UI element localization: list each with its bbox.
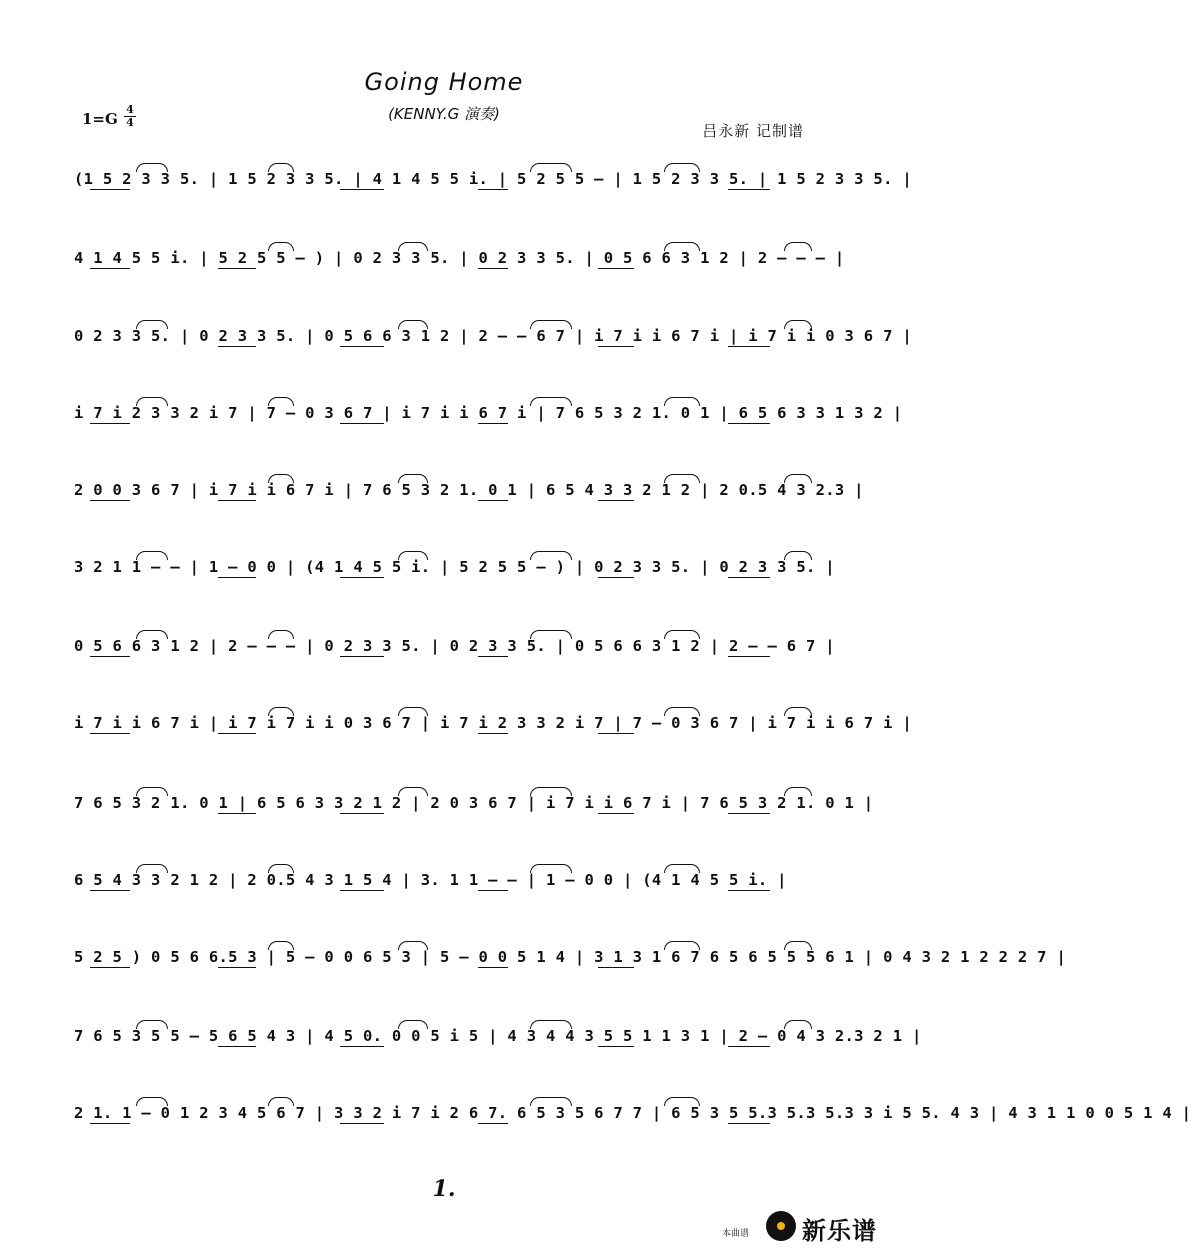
slur-arc <box>664 242 700 251</box>
beam-underline <box>218 500 256 501</box>
beam-underline <box>340 423 384 424</box>
beam-underline <box>728 1123 770 1124</box>
slur-arc <box>530 1097 572 1106</box>
beam-underline <box>598 967 634 968</box>
beam-underline <box>218 1046 256 1047</box>
slur-arc <box>664 941 700 950</box>
staff-row <box>0 238 888 278</box>
staff-row <box>0 159 912 199</box>
slur-arc <box>268 397 294 406</box>
slur-arc <box>136 864 168 873</box>
slur-arc <box>530 864 572 873</box>
slur-arc <box>398 474 428 483</box>
beam-underline <box>478 967 508 968</box>
beam-underline <box>90 890 130 891</box>
beam-underline <box>218 813 256 814</box>
beam-underline <box>728 1046 770 1047</box>
beam-underline <box>598 346 634 347</box>
beam-underline <box>478 423 508 424</box>
beam-underline <box>478 890 508 891</box>
beam-underline <box>340 189 384 190</box>
logo-caption: 本曲谱 <box>722 1229 750 1239</box>
staff-notation: 0 2 3 3 5. | 0 2 3 3 5. | 0 5 6 6 3 1 2 | 2 — — 6 7 | i 7 i i 6 7 i | i 7 i i 0 3 6 7 | <box>74 327 912 345</box>
slur-arc <box>136 320 168 329</box>
staff-notation: 2 0 0 3 6 7 | i 7 i i 6 7 i | 7 6 5 3 2 1. 0 1 | 6 5 4 3 3 2 1 2 | 2 0.5 4 3 2.3 | <box>74 481 864 499</box>
beam-underline <box>340 656 384 657</box>
beam-underline <box>478 733 508 734</box>
slur-arc <box>784 474 812 483</box>
performer-subtitle: (KENNY.G 演奏) <box>388 105 500 123</box>
beam-underline <box>218 733 256 734</box>
beam-underline <box>218 577 256 578</box>
logo-wordmark: 新乐谱 <box>802 1217 877 1245</box>
slur-arc <box>136 787 168 796</box>
slur-arc <box>136 551 168 560</box>
beam-underline <box>598 500 634 501</box>
slur-arc <box>398 551 428 560</box>
beam-underline <box>478 500 508 501</box>
slur-arc <box>398 320 428 329</box>
slur-arc <box>664 630 700 639</box>
slur-arc <box>530 551 572 560</box>
beam-underline <box>218 346 256 347</box>
beam-underline <box>728 346 770 347</box>
staff-notation: 3 2 1 1 — — | 1 — 0 0 | (4 1 4 5 5 i. | 5 2 5 5 — ) | 0 2 3 3 5. | 0 2 3 3 5. | <box>74 558 835 576</box>
beam-underline <box>340 346 384 347</box>
staff-notation: 5 2 5 ) 0 5 6 6.5 3 | 5 — 0 0 6 5 3 | 5 — 0 0 5 1 4 | 3 1 3 1 6 7 6 5 6 5 5 5 6 1 | 0 4 3 2 1 2 2 2 7 | <box>74 948 1067 966</box>
key-signature: 1=G <box>82 110 118 128</box>
beam-underline <box>90 967 130 968</box>
staff-row <box>0 626 888 666</box>
staff-row <box>0 470 888 510</box>
staff-row <box>0 937 1067 977</box>
beam-underline <box>340 577 384 578</box>
slur-arc <box>664 1097 700 1106</box>
slur-arc <box>530 397 572 406</box>
beam-underline <box>728 813 770 814</box>
staff-notation: 7 6 5 3 2 1. 0 1 | 6 5 6 3 3 2 1 2 | 2 0 3 6 7 | i 7 i i 6 7 i | 7 6 5 3 2 1. 0 1 | <box>74 794 874 812</box>
slur-arc <box>268 474 294 483</box>
beam-underline <box>728 423 770 424</box>
beam-underline <box>598 577 634 578</box>
time-signature-top: 4 <box>126 103 134 116</box>
staff-row <box>0 783 888 823</box>
arranger-credit: 吕永新 记制谱 <box>702 122 804 140</box>
site-logo <box>722 1207 882 1247</box>
beam-underline <box>90 189 130 190</box>
time-signature-bottom: 4 <box>126 116 134 129</box>
slur-arc <box>268 163 294 172</box>
slur-arc <box>530 787 572 796</box>
beam-underline <box>90 1123 130 1124</box>
beam-underline <box>340 813 384 814</box>
slur-arc <box>398 707 428 716</box>
beam-underline <box>598 813 634 814</box>
staff-notation: 4 1 4 5 5 i. | 5 2 5 5 — ) | 0 2 3 3 5. | 0 2 3 3 5. | 0 5 6 6 3 1 2 | 2 — — — | <box>74 249 845 267</box>
slur-arc <box>136 1020 168 1029</box>
slur-arc <box>664 163 700 172</box>
slur-arc <box>530 630 572 639</box>
staff-row <box>0 316 912 356</box>
slur-arc <box>784 787 812 796</box>
staff-row <box>0 1093 1191 1133</box>
slur-arc <box>784 707 812 716</box>
beam-underline <box>478 656 508 657</box>
slur-arc <box>268 941 294 950</box>
beam-underline <box>340 890 384 891</box>
staff-notation: 2 1. 1 — 0 1 2 3 4 5 6 7 | 3 3 2 i 7 i 2 6 7. 6 5 3 5 6 7 7 | 6 5 3 5 5.3 5.3 5.3 3 i 5 5. 4 3 | 4 3 1 1 0 0 5 1 4 | <box>74 1104 1191 1122</box>
beam-underline <box>90 423 130 424</box>
staff-row <box>0 703 912 743</box>
slur-arc <box>268 630 294 639</box>
beam-underline <box>598 1046 634 1047</box>
beam-underline <box>90 268 130 269</box>
song-title: Going Home <box>364 68 524 96</box>
staff-notation: 7 6 5 3 5 5 — 5 6 5 4 3 | 4 5 0. 0 0 5 i 5 | 4 3 4 4 3 5 5 1 1 3 1 | 2 — 0 4 3 2.3 2 1 | <box>74 1027 922 1045</box>
slur-arc <box>784 551 812 560</box>
slur-arc <box>530 1020 572 1029</box>
staff-row <box>0 393 903 433</box>
staff-notation: 0 5 6 6 3 1 2 | 2 — — — | 0 2 3 3 5. | 0 2 3 3 5. | 0 5 6 6 3 1 2 | 2 — — 6 7 | <box>74 637 835 655</box>
beam-underline <box>728 656 770 657</box>
beam-underline <box>218 967 256 968</box>
slur-arc <box>664 707 700 716</box>
staff-notation: (1 5 2 3 3 5. | 1 5 2 3 3 5. | 4 1 4 5 5 i. | 5 2 5 5 — | 1 5 2 3 3 5. | 1 5 2 3 3 5. | <box>74 170 912 188</box>
slur-arc <box>784 941 812 950</box>
slur-arc <box>268 242 294 251</box>
slur-arc <box>136 163 168 172</box>
staff-row <box>0 860 888 900</box>
beam-underline <box>728 890 770 891</box>
beam-underline <box>478 189 508 190</box>
slur-arc <box>530 320 572 329</box>
beam-underline <box>90 656 130 657</box>
slur-arc <box>268 707 294 716</box>
slur-arc <box>398 941 428 950</box>
staff-notation: 6 5 4 3 3 2 1 2 | 2 0.5 4 3 1 5 4 | 3. 1 1 — — | 1 — 0 0 | (4 1 4 5 5 i. | <box>74 871 787 889</box>
slur-arc <box>268 1097 294 1106</box>
beam-underline <box>728 189 770 190</box>
staff-notation: i 7 i 2 3 3 2 i 7 | 7 — 0 3 6 7 | i 7 i i 6 7 i | 7 6 5 3 2 1. 0 1 | 6 5 6 3 3 1 3 2 | <box>74 404 903 422</box>
staff-row <box>0 1016 922 1056</box>
slur-arc <box>398 787 428 796</box>
beam-underline <box>340 1123 384 1124</box>
page-number: 1. <box>432 1176 456 1202</box>
staff-row <box>0 547 888 587</box>
beam-underline <box>598 733 634 734</box>
beam-underline <box>728 577 770 578</box>
vinyl-record-icon <box>766 1211 796 1241</box>
beam-underline <box>478 268 508 269</box>
slur-arc <box>664 864 700 873</box>
staff-notation: i 7 i i 6 7 i | i 7 i 7 i i 0 3 6 7 | i 7 i 2 3 3 2 i 7 | 7 — 0 3 6 7 | i 7 i i 6 7 i | <box>74 714 912 732</box>
slur-arc <box>784 320 812 329</box>
slur-arc <box>784 242 812 251</box>
slur-arc <box>268 864 294 873</box>
slur-arc <box>136 630 168 639</box>
slur-arc <box>136 1097 168 1106</box>
slur-arc <box>398 1020 428 1029</box>
time-signature <box>123 104 137 129</box>
beam-underline <box>598 268 634 269</box>
slur-arc <box>664 397 700 406</box>
beam-underline <box>478 1123 508 1124</box>
beam-underline <box>90 500 130 501</box>
beam-underline <box>218 268 256 269</box>
beam-underline <box>340 1046 384 1047</box>
slur-arc <box>530 163 572 172</box>
slur-arc <box>784 1020 812 1029</box>
slur-arc <box>136 397 168 406</box>
slur-arc <box>398 242 428 251</box>
slur-arc <box>664 474 700 483</box>
beam-underline <box>90 733 130 734</box>
